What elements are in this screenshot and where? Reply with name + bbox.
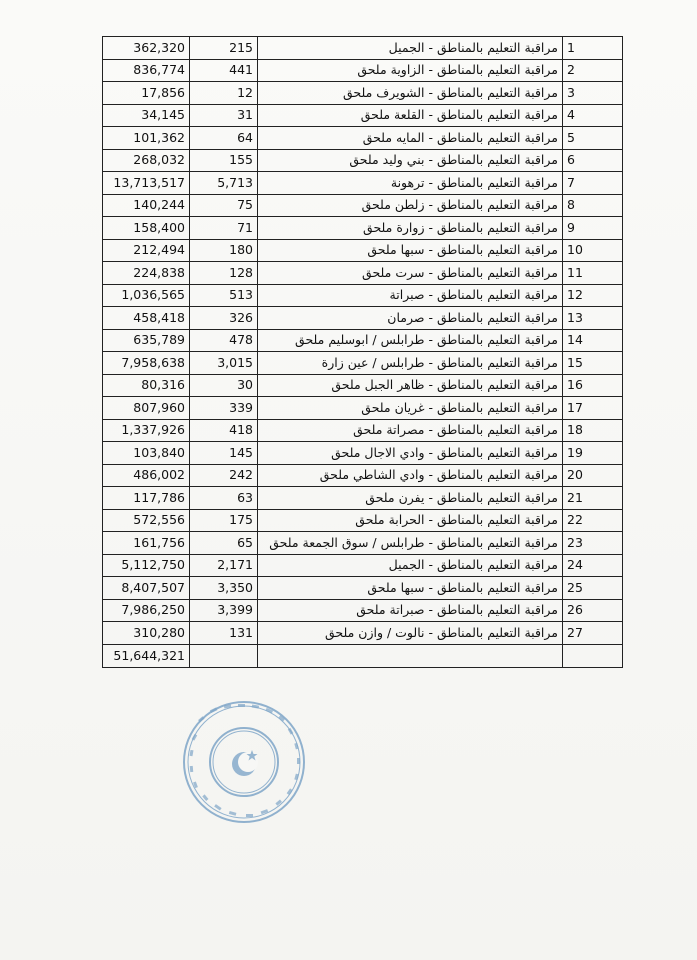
ledger-body — [103, 37, 623, 668]
row-number-cell: 17 — [563, 397, 623, 420]
count-cell: 3,399 — [190, 599, 258, 622]
region-name-cell: مراقبة التعليم بالمناطق - مصراتة ملحق — [258, 419, 563, 442]
amount-cell: 224,838 — [103, 262, 190, 285]
table-row — [103, 127, 623, 150]
amount-cell: 161,756 — [103, 532, 190, 555]
count-cell — [190, 644, 258, 667]
amount-cell: 7,986,250 — [103, 599, 190, 622]
table-row — [103, 59, 623, 82]
row-number-cell: 1 — [563, 37, 623, 60]
amount-cell: 34,145 — [103, 104, 190, 127]
table-row — [103, 374, 623, 397]
count-cell: 128 — [190, 262, 258, 285]
table-row — [103, 487, 623, 510]
count-cell: 30 — [190, 374, 258, 397]
table-row — [103, 464, 623, 487]
amount-cell: 17,856 — [103, 82, 190, 105]
table-row — [103, 82, 623, 105]
count-cell: 326 — [190, 307, 258, 330]
region-name-cell: مراقبة التعليم بالمناطق - الجميل — [258, 37, 563, 60]
table-row — [103, 397, 623, 420]
table-row — [103, 419, 623, 442]
row-number-cell: 4 — [563, 104, 623, 127]
row-number-cell: 8 — [563, 194, 623, 217]
count-cell: 441 — [190, 59, 258, 82]
region-name-cell: مراقبة التعليم بالمناطق - الزاوية ملحق — [258, 59, 563, 82]
table-row — [103, 442, 623, 465]
count-cell: 64 — [190, 127, 258, 150]
region-name-cell: مراقبة التعليم بالمناطق - طرابلس / سوق الجمعة ملحق — [258, 532, 563, 555]
table-row — [103, 239, 623, 262]
table-row — [103, 532, 623, 555]
row-number-cell: 26 — [563, 599, 623, 622]
row-number-cell: 14 — [563, 329, 623, 352]
amount-cell: 51,644,321 — [103, 644, 190, 667]
region-name-cell: مراقبة التعليم بالمناطق - ظاهر الجبل ملحق — [258, 374, 563, 397]
table-row — [103, 262, 623, 285]
count-cell: 12 — [190, 82, 258, 105]
table-row — [103, 104, 623, 127]
row-number-cell: 5 — [563, 127, 623, 150]
count-cell: 242 — [190, 464, 258, 487]
amount-cell: 572,556 — [103, 509, 190, 532]
table-row — [103, 37, 623, 60]
count-cell: 75 — [190, 194, 258, 217]
row-number-cell: 25 — [563, 577, 623, 600]
count-cell: 65 — [190, 532, 258, 555]
row-number-cell: 9 — [563, 217, 623, 240]
region-name-cell: مراقبة التعليم بالمناطق - طرابلس / ابوسليم ملحق — [258, 329, 563, 352]
amount-cell: 103,840 — [103, 442, 190, 465]
region-name-cell: مراقبة التعليم بالمناطق - سرت ملحق — [258, 262, 563, 285]
count-cell: 63 — [190, 487, 258, 510]
count-cell: 513 — [190, 284, 258, 307]
amount-cell: 362,320 — [103, 37, 190, 60]
amount-cell: 8,407,507 — [103, 577, 190, 600]
table-row — [103, 509, 623, 532]
amount-cell: 1,337,926 — [103, 419, 190, 442]
region-name-cell: مراقبة التعليم بالمناطق - غريان ملحق — [258, 397, 563, 420]
region-name-cell: مراقبة التعليم بالمناطق - سبها ملحق — [258, 577, 563, 600]
official-seal-stamp — [180, 698, 308, 826]
count-cell: 175 — [190, 509, 258, 532]
count-cell: 2,171 — [190, 554, 258, 577]
row-number-cell: 7 — [563, 172, 623, 195]
count-cell: 215 — [190, 37, 258, 60]
row-number-cell: 18 — [563, 419, 623, 442]
region-name-cell: مراقبة التعليم بالمناطق - الحرابة ملحق — [258, 509, 563, 532]
row-number-cell: 10 — [563, 239, 623, 262]
total-row — [103, 644, 623, 667]
amount-cell: 7,958,638 — [103, 352, 190, 375]
ledger-table — [102, 36, 623, 668]
region-name-cell: مراقبة التعليم بالمناطق - وادي الشاطي ملحق — [258, 464, 563, 487]
region-name-cell: مراقبة التعليم بالمناطق - القلعة ملحق — [258, 104, 563, 127]
table-row — [103, 307, 623, 330]
amount-cell: 140,244 — [103, 194, 190, 217]
table-row — [103, 599, 623, 622]
amount-cell: 101,362 — [103, 127, 190, 150]
amount-cell: 836,774 — [103, 59, 190, 82]
row-number-cell: 20 — [563, 464, 623, 487]
region-name-cell: مراقبة التعليم بالمناطق - طرابلس / عين زارة — [258, 352, 563, 375]
row-number-cell: 22 — [563, 509, 623, 532]
region-name-cell: مراقبة التعليم بالمناطق - صبراتة — [258, 284, 563, 307]
amount-cell: 486,002 — [103, 464, 190, 487]
count-cell: 3,350 — [190, 577, 258, 600]
crescent-star-icon — [232, 750, 258, 776]
row-number-cell: 6 — [563, 149, 623, 172]
amount-cell: 635,789 — [103, 329, 190, 352]
row-number-cell: 16 — [563, 374, 623, 397]
region-name-cell: مراقبة التعليم بالمناطق - الجميل — [258, 554, 563, 577]
amount-cell: 268,032 — [103, 149, 190, 172]
region-name-cell: مراقبة التعليم بالمناطق - صبراتة ملحق — [258, 599, 563, 622]
region-name-cell: مراقبة التعليم بالمناطق - وادي الاجال ملحق — [258, 442, 563, 465]
amount-cell: 117,786 — [103, 487, 190, 510]
amount-cell: 5,112,750 — [103, 554, 190, 577]
count-cell: 71 — [190, 217, 258, 240]
row-number-cell: 19 — [563, 442, 623, 465]
row-number-cell: 21 — [563, 487, 623, 510]
table-row — [103, 217, 623, 240]
region-name-cell: مراقبة التعليم بالمناطق - يفرن ملحق — [258, 487, 563, 510]
row-number-cell: 11 — [563, 262, 623, 285]
amount-cell: 1,036,565 — [103, 284, 190, 307]
table-row — [103, 622, 623, 645]
count-cell: 131 — [190, 622, 258, 645]
row-number-cell: 12 — [563, 284, 623, 307]
count-cell: 478 — [190, 329, 258, 352]
region-name-cell: مراقبة التعليم بالمناطق - الشويرف ملحق — [258, 82, 563, 105]
row-number-cell: 23 — [563, 532, 623, 555]
row-number-cell: 13 — [563, 307, 623, 330]
region-name-cell — [258, 644, 563, 667]
row-number-cell: 3 — [563, 82, 623, 105]
count-cell: 180 — [190, 239, 258, 262]
amount-cell: 13,713,517 — [103, 172, 190, 195]
amount-cell: 158,400 — [103, 217, 190, 240]
count-cell: 155 — [190, 149, 258, 172]
row-number-cell: 2 — [563, 59, 623, 82]
count-cell: 145 — [190, 442, 258, 465]
amount-cell: 212,494 — [103, 239, 190, 262]
region-name-cell: مراقبة التعليم بالمناطق - زلطن ملحق — [258, 194, 563, 217]
count-cell: 3,015 — [190, 352, 258, 375]
table-row — [103, 577, 623, 600]
count-cell: 5,713 — [190, 172, 258, 195]
table-row — [103, 284, 623, 307]
table-row — [103, 172, 623, 195]
region-name-cell: مراقبة التعليم بالمناطق - المايه ملحق — [258, 127, 563, 150]
region-name-cell: مراقبة التعليم بالمناطق - سبها ملحق — [258, 239, 563, 262]
region-name-cell: مراقبة التعليم بالمناطق - ترهونة — [258, 172, 563, 195]
row-number-cell: 27 — [563, 622, 623, 645]
table-row — [103, 194, 623, 217]
amount-cell: 80,316 — [103, 374, 190, 397]
row-number-cell — [563, 644, 623, 667]
table-row — [103, 329, 623, 352]
table-row — [103, 554, 623, 577]
table-row — [103, 149, 623, 172]
region-name-cell: مراقبة التعليم بالمناطق - زوارة ملحق — [258, 217, 563, 240]
count-cell: 418 — [190, 419, 258, 442]
count-cell: 31 — [190, 104, 258, 127]
region-name-cell: مراقبة التعليم بالمناطق - صرمان — [258, 307, 563, 330]
amount-cell: 807,960 — [103, 397, 190, 420]
table-row — [103, 352, 623, 375]
row-number-cell: 15 — [563, 352, 623, 375]
count-cell: 339 — [190, 397, 258, 420]
amount-cell: 458,418 — [103, 307, 190, 330]
region-name-cell: مراقبة التعليم بالمناطق - بني وليد ملحق — [258, 149, 563, 172]
amount-cell: 310,280 — [103, 622, 190, 645]
row-number-cell: 24 — [563, 554, 623, 577]
region-name-cell: مراقبة التعليم بالمناطق - نالوت / وازن ملحق — [258, 622, 563, 645]
